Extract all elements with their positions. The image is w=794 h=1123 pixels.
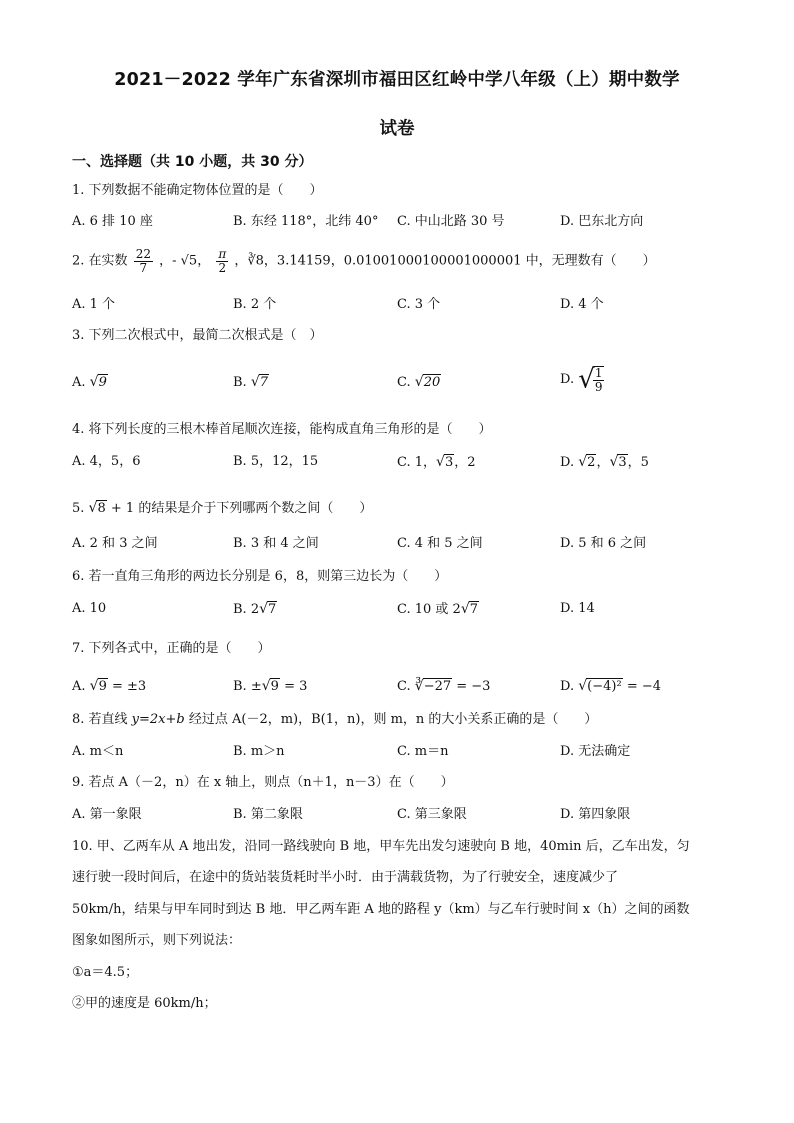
sqrt-icon: √: [578, 454, 588, 470]
question-10-line-1: 10. 甲、乙两车从 A 地出发，沿同一路线驶向 B 地，甲车先出发匀速驶向 B 地，40min 后，乙车出发，匀: [72, 839, 690, 854]
question-2-prefix: 2. 在实数: [72, 253, 128, 269]
fraction-numerator: 1: [594, 366, 603, 380]
question-2-stem: [72, 248, 656, 274]
question-7-option-c: [397, 679, 490, 693]
fraction-pi-2: [216, 248, 228, 274]
question-2-rest: ，∛8，3.14159，0.01001000100001000001 中，无理数有（ ）: [234, 253, 656, 269]
page-title-continued: 试卷: [379, 119, 415, 139]
fraction-denominator: 7: [139, 260, 148, 275]
question-10-line-4: 图象如图所示，则下列说法：: [72, 933, 242, 948]
question-10-statement-2: ②甲的速度是 60km/h；: [72, 996, 217, 1011]
question-8-prefix: 8. 若直线: [72, 712, 132, 727]
option-label: D.: [560, 455, 575, 470]
question-8-stem: [72, 713, 597, 726]
question-3-option-a: [72, 375, 108, 389]
question-7-stem: 7. 下列各式中，正确的是（ ）: [72, 641, 271, 656]
option-text: = −4: [626, 679, 662, 694]
sqrt-icon: √: [436, 454, 445, 470]
question-5-option-d: D. 5 和 6 之间: [560, 536, 647, 551]
question-1-option-d: D. 巴东北方向: [560, 214, 644, 229]
option-text: = 3: [284, 679, 308, 694]
sqrt-icon: √: [259, 601, 269, 617]
fraction-22-7: [134, 248, 153, 274]
question-5-option-c: C. 4 和 5 之间: [397, 536, 483, 551]
question-4-stem: 4. 将下列长度的三根木棒首尾顺次连接，能构成直角三角形的是（ ）: [72, 422, 492, 437]
radicand: 9: [270, 679, 279, 694]
question-3-option-d: [560, 366, 606, 393]
option-text: B. ±: [233, 679, 262, 694]
radicand: −27: [423, 679, 452, 694]
question-2-option-a: A. 1 个: [72, 297, 116, 312]
question-10-line-3: 50km/h，结果与甲车同时到达 B 地．甲乙两车距 A 地的路程 y（km）与乙车行驶时间 x（h）之间的函数: [72, 902, 690, 917]
question-1-option-a: A. 6 排 10 座: [72, 214, 153, 229]
option-text: C. 10 或 2: [397, 602, 461, 617]
sqrt-icon: √: [250, 374, 260, 390]
fraction-1-9: [593, 366, 605, 393]
question-6-option-d: D. 14: [560, 601, 595, 616]
question-7-option-d: [560, 679, 661, 693]
option-text: ，5: [627, 455, 649, 470]
question-8-option-c: C. m＝n: [397, 744, 449, 759]
radicand: 7: [268, 602, 277, 617]
question-9-option-d: D. 第四象限: [560, 807, 631, 822]
option-text: = ±3: [112, 679, 147, 694]
option-label: D.: [560, 372, 575, 388]
question-8-option-a: A. m＜n: [72, 744, 124, 759]
question-10-statement-1: ①a＝4.5；: [72, 965, 139, 980]
question-5-option-a: A. 2 和 3 之间: [72, 536, 158, 551]
fraction-denominator: 9: [594, 379, 603, 394]
question-8-equation: y=2x+b: [131, 712, 185, 727]
question-9-option-c: C. 第三象限: [397, 807, 467, 822]
option-text: ，: [596, 455, 610, 470]
question-9-option-a: A. 第一象限: [72, 807, 142, 822]
option-label: B.: [233, 375, 247, 390]
option-text: = −3: [456, 679, 491, 694]
question-3-option-c: [397, 375, 441, 389]
question-9-option-b: B. 第二象限: [233, 807, 303, 822]
question-number: 5.: [72, 501, 85, 516]
radicand: 9: [98, 679, 107, 694]
question-4-option-b: B. 5，12，15: [233, 454, 319, 469]
question-1-option-b: B. 东经 118°，北纬 40°: [233, 214, 379, 229]
sqrt-icon: √: [89, 374, 99, 390]
question-4-option-c: [397, 455, 476, 469]
question-7-option-a: [72, 679, 146, 693]
section-heading: 一、选择题（共 10 小题，共 30 分）: [72, 154, 313, 170]
fraction-denominator: 2: [218, 260, 227, 275]
radicand: 9: [98, 375, 107, 390]
question-1-option-c: C. 中山北路 30 号: [397, 214, 505, 229]
question-9-stem: 9. 若点 A（－2，n）在 x 轴上，则点（n＋1，n－3）在（ ）: [72, 775, 454, 790]
question-6-option-a: A. 10: [72, 601, 107, 616]
sqrt-icon: √: [578, 364, 595, 395]
sqrt-icon: √: [89, 678, 99, 694]
question-2-option-b: B. 2 个: [233, 297, 277, 312]
question-7-option-b: [233, 679, 307, 693]
question-6-option-c: [397, 602, 479, 616]
option-label: A.: [72, 375, 86, 390]
radicand: 8: [97, 501, 106, 516]
radicand: 3: [444, 455, 454, 470]
sqrt-icon: √: [414, 374, 424, 390]
question-2-option-d: D. 4 个: [560, 297, 604, 312]
radicand: 2: [587, 455, 596, 470]
sqrt-icon: √: [609, 454, 619, 470]
radicand: 3: [618, 455, 627, 470]
option-text: ，2: [454, 455, 476, 470]
question-3-stem: 3. 下列二次根式中，最简二次根式是（ ）: [72, 328, 323, 343]
question-8-option-d: D. 无法确定: [560, 744, 631, 759]
question-3-option-b: [233, 375, 269, 389]
sqrt-icon: √: [460, 601, 470, 617]
radicand: 7: [259, 375, 269, 390]
page-title: 2021－2022 学年广东省深圳市福田区红岭中学八年级（上）期中数学: [114, 70, 680, 90]
option-label: D.: [560, 679, 575, 694]
question-1-stem: 1. 下列数据不能确定物体位置的是（ ）: [72, 183, 323, 198]
question-6-stem: 6. 若一直角三角形的两边长分别是 6，8，则第三边长为（ ）: [72, 569, 448, 584]
question-5-option-b: B. 3 和 4 之间: [233, 536, 319, 551]
question-10-line-2: 速行驶一段时间后，在途中的货站装货耗时半小时．由于满载货物，为了行驶安全，速度减少了: [72, 870, 619, 885]
radicand: (−4)²: [587, 679, 622, 694]
question-8-rest: 经过点 A(－2，m)，B(1，n)，则 m，n 的大小关系正确的是（ ）: [184, 712, 598, 727]
option-label: C.: [397, 375, 411, 390]
fraction-numerator: 22: [135, 247, 151, 261]
option-label: C.: [397, 679, 411, 694]
sqrt-icon: √: [261, 678, 271, 694]
radicand: 7: [469, 602, 479, 617]
question-5-rest: + 1 的结果是介于下列哪两个数之间（ ）: [110, 501, 373, 516]
fraction-numerator: π: [218, 247, 227, 261]
radicand: 20: [423, 375, 441, 390]
question-6-option-b: [233, 602, 277, 616]
question-2-neg-sqrt5: ，- √5，: [159, 253, 211, 269]
question-5-stem: [72, 501, 372, 515]
sqrt-icon: √: [88, 500, 98, 516]
question-4-option-d: [560, 455, 649, 469]
question-4-option-a: A. 4，5，6: [72, 454, 141, 469]
option-text: C. 1，: [397, 455, 437, 470]
question-2-option-c: C. 3 个: [397, 297, 441, 312]
cube-root-icon: ∛: [414, 678, 424, 694]
sqrt-icon: √: [578, 678, 588, 694]
question-8-option-b: B. m＞n: [233, 744, 285, 759]
option-text: B. 2: [233, 602, 260, 617]
option-label: A.: [72, 679, 86, 694]
